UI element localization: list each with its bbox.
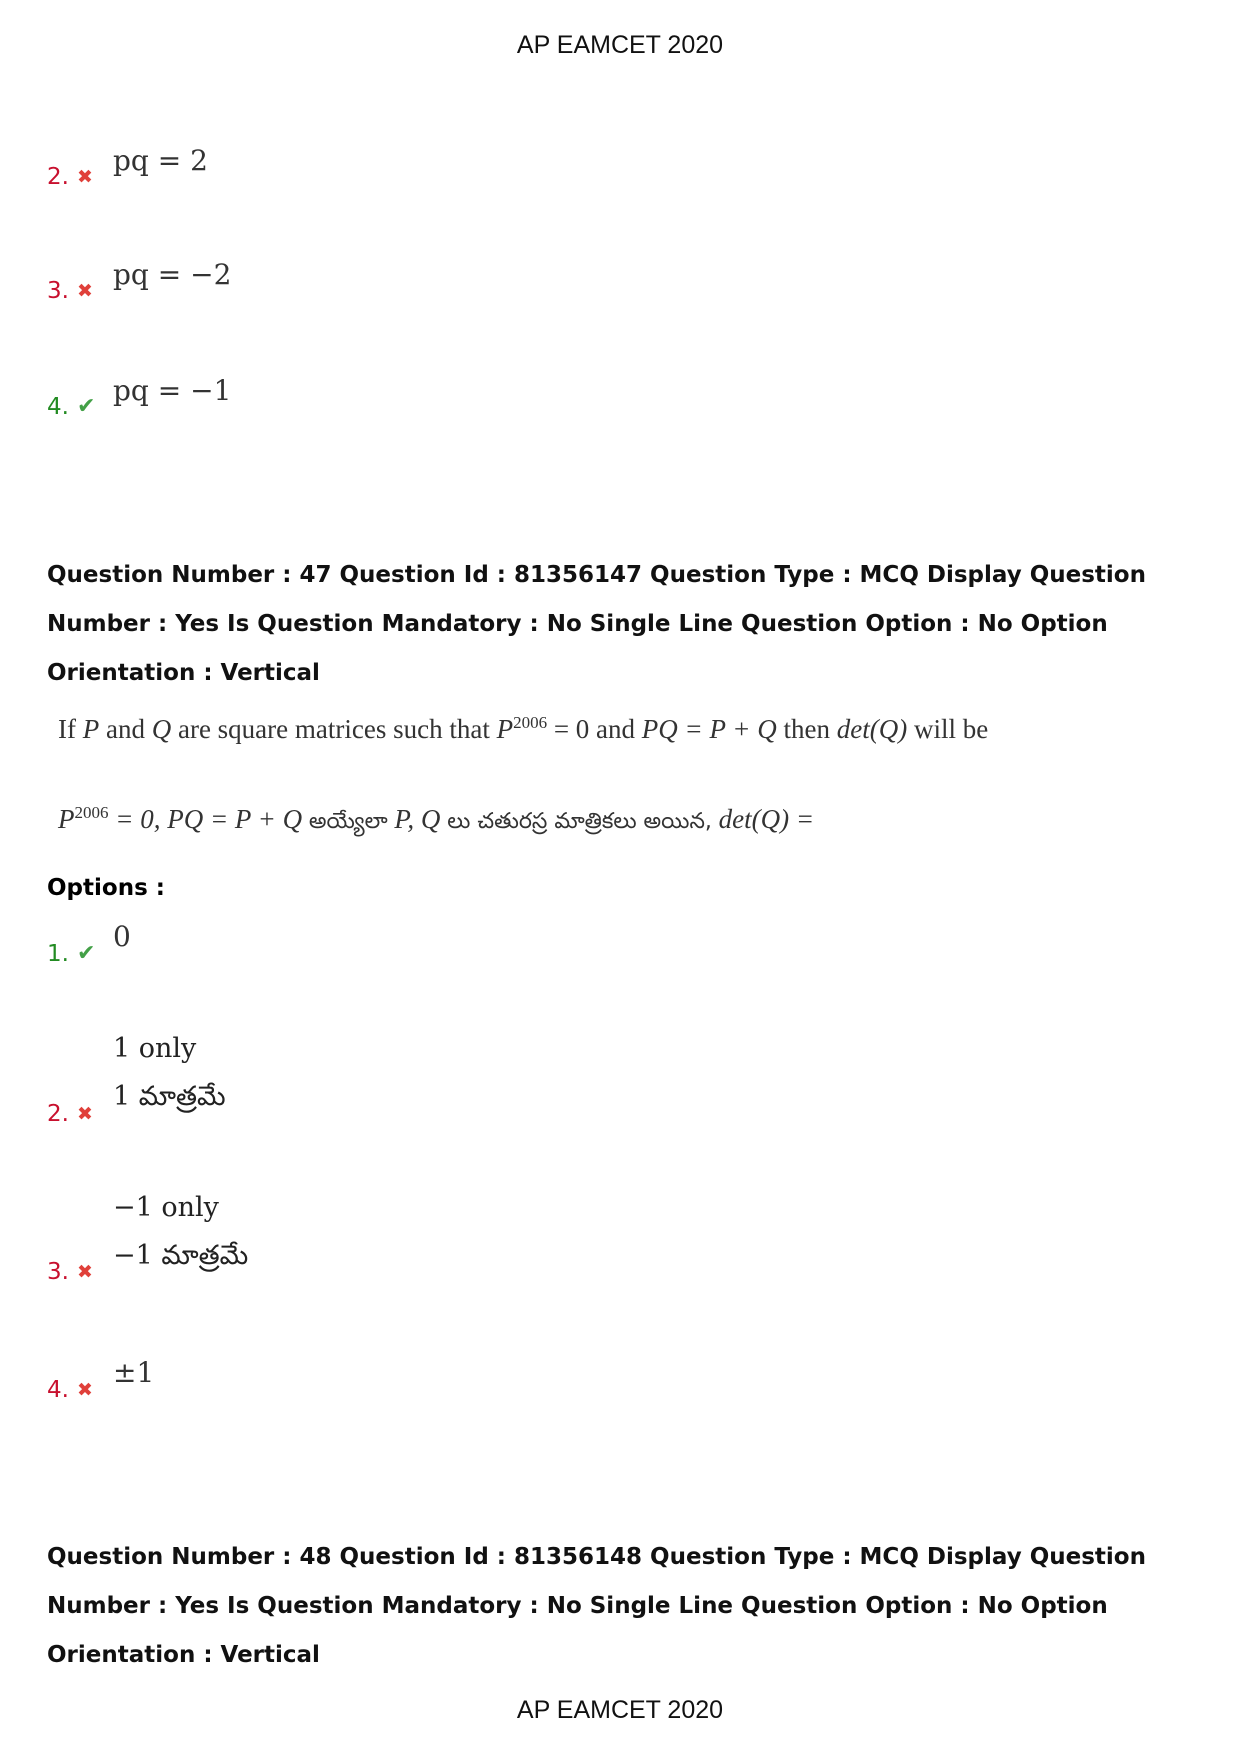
option-line-telugu: −1 మాత్రమే [113,1240,249,1271]
q47-option-4 [47,1356,155,1410]
option-expression: 0 [113,920,131,953]
q47-option-3 [47,1259,113,1285]
question-47-telugu [58,803,814,839]
q-exponent: 2006 [513,713,548,732]
option-line-english: −1 only [113,1192,219,1223]
option-number: 2. [47,1101,69,1127]
prev-option-2 [47,144,208,197]
option-number: 4. [47,1377,69,1403]
option-number: 3. [47,1259,69,1285]
check-icon: ✔ [77,941,96,966]
cross-icon: ✖ [77,280,93,302]
q-telugu: లు చతురస్ర మాత్రికలు అయిన, [447,809,712,834]
q-text: will be [913,714,989,744]
question-47-meta: Question Number : 47 Question Id : 81356147 Question Type : MCQ Display Question Number : Yes Is Question Mandatory : No Single Line Question Option : No Option Orientation : Vertical [47,562,1146,686]
option-number: 1. [47,941,69,967]
prev-option-4 [47,374,232,427]
q-expr: det(Q) [836,714,908,744]
option-line-telugu: 1 మాత్రమే [113,1081,226,1112]
cross-icon: ✖ [77,1103,93,1125]
q-text: = 0 and [553,714,636,744]
q47-option-1 [47,920,131,974]
q47-option-2 [47,1101,113,1127]
option-expression: pq = −1 [113,374,232,407]
q-expr: = P + Q [684,714,777,744]
q-expr: P, Q [394,804,441,834]
q-text: If [58,714,76,744]
q-expr: det(Q) = [718,804,815,834]
option-expression: ±1 [113,1356,155,1389]
q-text: then [783,714,830,744]
question-48-meta: Question Number : 48 Question Id : 81356148 Question Type : MCQ Display Question Number : Yes Is Question Mandatory : No Single Line Question Option : No Option Orientation : Vertical [47,1544,1146,1668]
q-var: PQ [641,714,678,744]
q-var: P [496,714,514,744]
page-header: AP EAMCET 2020 [516,31,724,59]
option-number: 2. [47,164,69,190]
q47-option-3-text [113,1184,248,1280]
question-47-english [58,713,988,745]
option-expression: pq = −2 [113,258,232,291]
check-icon: ✔ [77,394,96,419]
option-number: 3. [47,278,69,304]
options-label: Options : [47,875,165,901]
option-expression: pq = 2 [113,144,208,177]
q-expr: = 0, PQ = P + Q [115,804,303,834]
cross-icon: ✖ [77,166,93,188]
q-text: and [105,714,145,744]
page-footer: AP EAMCET 2020 [516,1696,724,1724]
q-exponent: 2006 [74,803,109,822]
q-var: P [58,804,75,834]
q-var: Q [151,714,172,744]
option-number: 4. [47,394,69,420]
prev-option-3 [47,258,232,311]
q-text: are square matrices such that [177,714,490,744]
cross-icon: ✖ [77,1379,93,1401]
q-telugu: అయ్యేలా [308,809,388,834]
q47-option-2-text [113,1025,226,1121]
option-line-english: 1 only [113,1033,197,1064]
q-var: P [82,714,100,744]
cross-icon: ✖ [77,1261,93,1283]
